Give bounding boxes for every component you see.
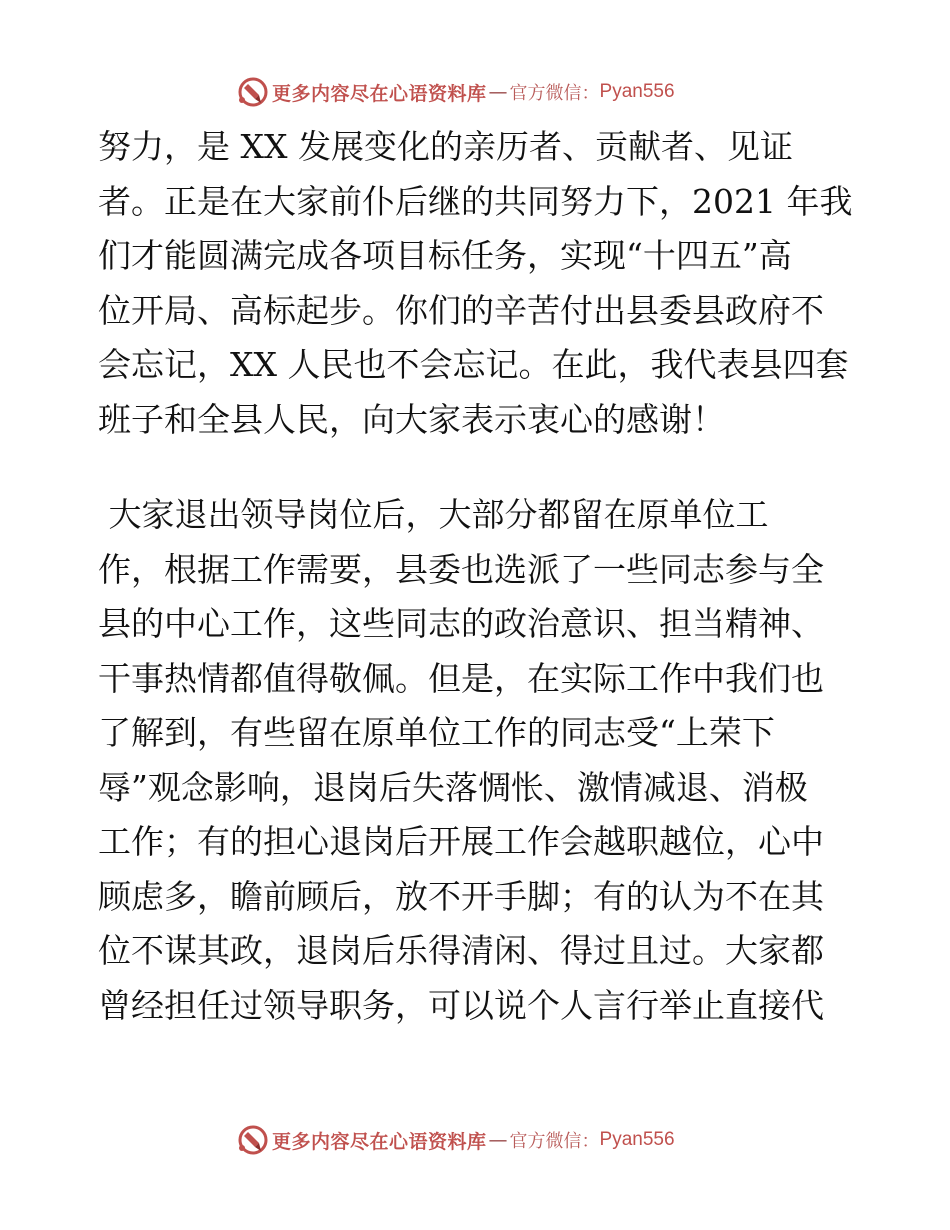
text-line: 大家退出领导岗位后，大部分都留在原单位工: [98, 495, 769, 534]
text-line: 了解到，有些留在原单位工作的同志受“上荣下: [98, 713, 775, 752]
header-watermark: [0, 72, 950, 112]
text-line: 位开局、高标起步。你们的辛苦付出县委县政府不: [98, 290, 824, 330]
header-watermark-inner: [236, 72, 675, 112]
paragraph-2: [98, 488, 858, 1033]
text-line: 努力，是 XX 发展变化的亲历者、贡献者、见证: [98, 127, 793, 166]
text-line: 顾虑多，瞻前顾后，放不开手脚；有的认为不在其: [98, 876, 824, 916]
pen-nib-logo-icon: [236, 1123, 270, 1157]
footer-site-name: 更多内容尽在心语资料库: [272, 1130, 487, 1153]
text-line: 者。正是在大家前仆后继的共同努力下，2021 年我: [98, 181, 853, 221]
header-dash: —: [488, 81, 508, 103]
pen-nib-logo-icon: [236, 75, 270, 109]
header-site-name: 更多内容尽在心语资料库: [272, 82, 487, 105]
footer-watermark-inner: [236, 1120, 675, 1160]
text-line: 班子和全县人民，向大家表示衷心的感谢！: [98, 399, 725, 439]
text-line: 们才能圆满完成各项目标任务，实现“十四五”高: [98, 236, 792, 275]
text-line: 工作；有的担心退岗后开展工作会越职越位，心中: [98, 822, 824, 861]
footer-wechat-id: Pyan556: [599, 1129, 675, 1150]
text-line: 县的中心工作，这些同志的政治意识、担当精神、: [98, 604, 824, 643]
text-line: 作，根据工作需要，县委也选派了一些同志参与全: [98, 549, 824, 589]
text-line: 干事热情都值得敬佩。但是，在实际工作中我们也: [98, 658, 824, 698]
text-line: 会忘记，XX 人民也不会忘记。在此，我代表县四套: [98, 345, 849, 384]
text-line: 曾经担任过领导职务，可以说个人言行举止直接代: [98, 985, 824, 1025]
footer-watermark: [0, 1120, 950, 1160]
text-line: 辱”观念影响，退岗后失落惆怅、激情减退、消极: [98, 767, 808, 807]
text-line: 位不谋其政，退岗后乐得清闲、得过且过。大家都: [98, 931, 824, 970]
footer-wechat-label: 官方微信：: [509, 1131, 600, 1152]
header-wechat-id: Pyan556: [599, 81, 675, 102]
footer-dash: —: [488, 1129, 508, 1151]
header-wechat-label: 官方微信：: [509, 83, 600, 104]
paragraph-1: [98, 120, 858, 447]
